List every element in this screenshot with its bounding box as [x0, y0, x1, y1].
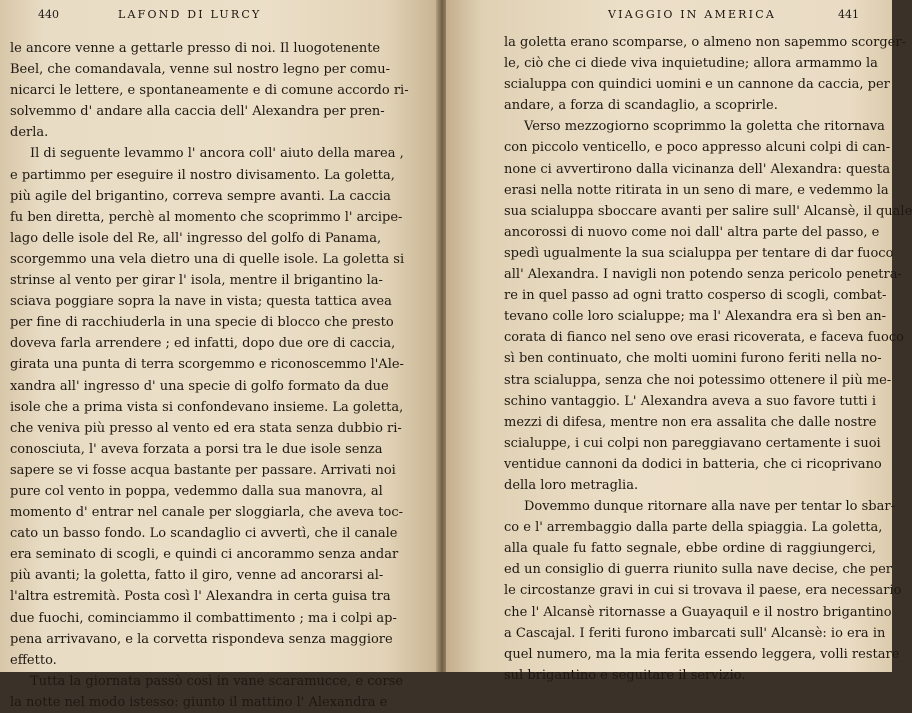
text-line: le circostanze gravi in cui si trovava il paese, era necessario	[504, 583, 902, 599]
running-head-left: LAFOND DI LURCY	[118, 8, 262, 21]
text-line: Verso mezzogiorno scoprimmo la goletta che ritornava	[524, 119, 885, 135]
text-line: la goletta erano scomparse, o almeno non sapemmo scorger-	[504, 35, 906, 50]
text-line: Dovemmo dunque ritornare alla nave per tentar lo sbar-	[524, 499, 895, 515]
text-line: tevano colle loro scialuppe; ma l' Alexandra era sì ben an-	[504, 309, 886, 325]
text-line: xandra all' ingresso d' una specie di golfo formato da due	[10, 378, 389, 394]
text-line: lago delle isole del Re, all' ingresso del golfo di Panama,	[10, 230, 382, 246]
text-line: nicarci le lettere, e spontaneamente e di comune accordo ri-	[10, 83, 409, 99]
text-line: a Cascajal. I feriti furono imbarcati sull' Alcansè: io era in	[504, 625, 886, 641]
text-line: scialuppa con quindici uomini e un cannone da caccia, per	[504, 77, 890, 93]
text-line: ancorossi di nuovo come noi dall' altra parte del passo, e	[504, 224, 880, 240]
text-line: alla quale fu fatto segnale, ebbe ordine di raggiungerci,	[504, 541, 876, 557]
text-line: più agile del brigantino, correva sempre avanti. La caccia	[10, 188, 391, 204]
text-line: della loro metraglia.	[504, 477, 639, 493]
text-line: sapere se vi fosse acqua bastante per passare. Arrivati noi	[10, 462, 396, 478]
text-line: scorgemmo una vela dietro una di quelle isole. La goletta si	[10, 251, 405, 267]
text-line: quel numero, ma la mia ferita essendo leggera, volli restare	[504, 646, 900, 662]
text-line: più avanti; la goletta, fatto il giro, venne ad ancorarsi al-	[10, 568, 384, 584]
text-line: solvemmo d' andare alla caccia dell' Alexandra per pren-	[10, 104, 385, 120]
page-number-right: 441	[838, 8, 859, 21]
text-line: mezzi di difesa, mentre non era assalita che dalle nostre	[504, 414, 877, 430]
text-line: doveva farla arrendere ; ed infatti, dopo due ore di caccia,	[10, 336, 396, 352]
right-page	[446, 0, 912, 683]
text-line: cato un basso fondo. Lo scandaglio ci avvertì, che il canale	[10, 526, 398, 542]
text-line: strinse al vento per girar l' isola, mentre il brigantino la-	[10, 273, 383, 289]
text-line: erasi nella notte ritirata in un seno di mare, e vedemmo la	[504, 182, 889, 198]
text-line: le, ciò che ci diede viva inquietudine; allora armammo la	[504, 56, 878, 72]
text-line: due fuochi, cominciammo il combattimento ; ma i colpi ap-	[10, 610, 397, 626]
text-line: e partimmo per eseguire il nostro divisamento. La goletta,	[10, 167, 395, 183]
text-line: che veniva più presso al vento ed era stata senza dubbio ri-	[10, 420, 402, 436]
text-line: l'altra estremità. Posta così l' Alexandra in certa guisa tra	[10, 589, 391, 605]
text-line: girata una punta di terra scorgemmo e riconoscemmo l'Ale-	[10, 357, 404, 373]
text-line: isole che a prima vista si confondevano insieme. La goletta,	[10, 399, 404, 415]
text-line: la notte nel modo istesso: giunto il mattino l' Alexandra e	[10, 694, 388, 710]
right-page-text	[504, 32, 912, 686]
text-line: sul brigantino e seguitare il servizio.	[504, 667, 746, 683]
text-line: derla.	[10, 125, 49, 141]
running-head-right: VIAGGIO IN AMERICA	[608, 8, 776, 21]
text-line: Beel, che comandavala, venne sul nostro legno per comu-	[10, 62, 391, 78]
left-page	[0, 0, 438, 710]
text-line: spedì ugualmente la sua scialuppa per tentare di dar fuoco	[504, 245, 894, 261]
text-line: per fine di racchiuderla in una specie di blocco che presto	[10, 315, 394, 331]
text-line: momento d' entrar nel canale per sloggiarla, che aveva toc-	[10, 505, 404, 521]
text-line: re in quel passo ad ogni tratto cosperso di scogli, combat-	[504, 288, 887, 304]
text-line: all' Alexandra. I navigli non potendo senza pericolo penetra-	[504, 267, 902, 283]
text-line: pure col vento in poppa, vedemmo dalla sua manovra, al	[10, 483, 383, 499]
text-line: schino vantaggio. L' Alexandra aveva a suo favore tutti i	[504, 393, 876, 409]
text-line: co e l' arrembaggio dalla parte della spiaggia. La goletta,	[504, 520, 883, 536]
text-line: era seminato di scogli, e quindi ci ancorammo senza andar	[10, 547, 399, 563]
text-line: effetto.	[10, 652, 57, 668]
page-number-left: 440	[38, 8, 59, 21]
text-line: corata di fianco nel seno ove erasi ricoverata, e faceva fuoco	[504, 330, 904, 346]
text-line: sua scialuppa sboccare avanti per salire sull' Alcansè, il quale	[504, 203, 912, 219]
text-line: fu ben diretta, perchè al momento che scoprimmo l' arcipe-	[10, 209, 403, 225]
text-line: none ci avvertirono dalla vicinanza dell' Alexandra: questa	[504, 161, 891, 177]
text-line: ventidue cannoni da dodici in batteria, che ci ricoprivano	[504, 456, 882, 472]
text-line: con piccolo venticello, e poco appresso alcuni colpi di can-	[504, 140, 891, 156]
text-line: stra scialuppa, senza che noi potessimo ottenere il più me-	[504, 372, 892, 388]
left-page-text	[10, 38, 409, 713]
text-line: conosciuta, l' aveva forzata a porsi tra le due isole senza	[10, 441, 383, 457]
text-line: pena arrivavano, e la corvetta rispondeva senza maggiore	[10, 631, 393, 647]
text-line: Il di seguente levammo l' ancora coll' aiuto della marea ,	[30, 146, 404, 162]
text-line: Tutta la giornata passò così in vane scaramucce, e corse	[30, 673, 403, 689]
text-line: ed un consiglio di guerra riunito sulla nave decise, che per	[504, 562, 893, 578]
text-line: scialuppe, i cui colpi non pareggiavano certamente i suoi	[504, 435, 881, 451]
text-line: sì ben continuato, che molti uomini furono feriti nella no-	[504, 351, 882, 367]
text-line: sciava poggiare sopra la nave in vista; questa tattica avea	[10, 294, 392, 310]
text-line: che l' Alcansè ritornasse a Guayaquil e il nostro brigantino	[504, 604, 892, 620]
text-line: le ancore venne a gettarle presso di noi. Il luogotenente	[10, 41, 381, 56]
text-line: andare, a forza di scandaglio, a scoprirle.	[504, 98, 778, 114]
